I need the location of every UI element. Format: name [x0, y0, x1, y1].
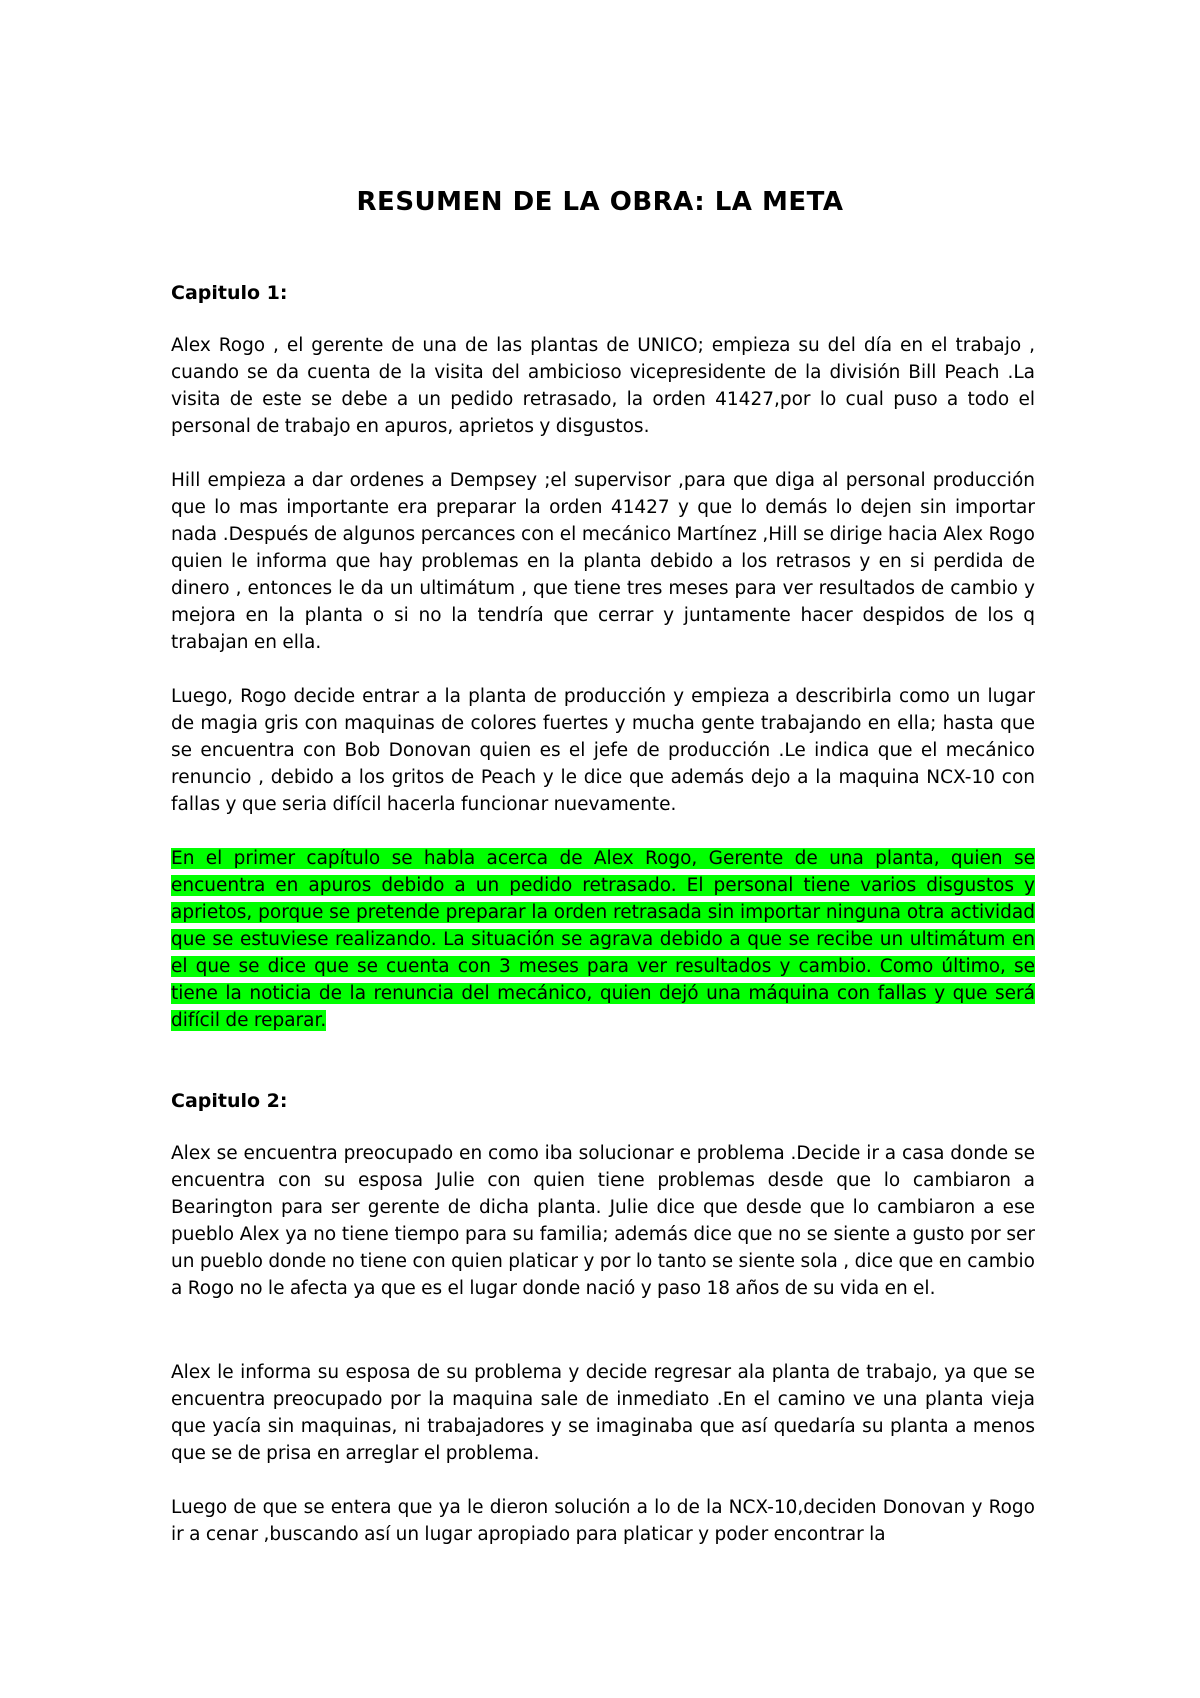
chapter-2-paragraph-3: Luego de que se entera que ya le dieron solución a lo de la NCX-10,deciden Donovan y Rogo ir a cenar ,buscando así un lugar apropiado para platicar y poder encontrar la — [171, 1497, 1035, 1545]
chapter-2-heading: Capitulo 2: — [171, 1090, 288, 1112]
chapter-2-paragraph-1: Alex se encuentra preocupado en como iba solucionar e problema .Decide ir a casa donde se encuentra con su esposa Julie con quien tiene problemas desde que lo cambiaron a Bearington para ser gerente de dicha planta. Julie dice que desde que lo cambiaron a ese pueblo Alex ya no tiene tiempo para su familia; además dice que no se siente a gusto por ser un pueblo donde no tiene con quien platicar y por lo tanto se siente sola , dice que en cambio a Rogo no le afecta ya que es el lugar donde nació y paso 18 años de su vida en el. — [171, 1143, 1035, 1299]
summary-highlight: En el primer capítulo se habla acerca de Alex Rogo, Gerente de una planta, quien se encuentra en apuros debido a un pedido retrasado. El personal tiene varios disgustos y aprietos, porque se pretende preparar la orden retrasada sin importar ninguna otra actividad que se estuviese realizando. La situación se agrava debido a que se recibe un ultimátum en el que se dice que se cuenta con 3 meses para ver resultados y cambio. Como último, se tiene la noticia de la renuncia del mecánico, quien dejó una máquina con fallas y que será difícil de reparar. — [171, 848, 1035, 1031]
chapter-1-paragraph-3: Luego, Rogo decide entrar a la planta de producción y empieza a describirla como un lugar de magia gris con maquinas de colores fuertes y mucha gente trabajando en ella; hasta que se encuentra con Bob Donovan quien es el jefe de producción .Le indica que el mecánico renuncio , debido a los gritos de Peach y le dice que además dejo a la maquina NCX-10 con fallas y que seria difícil hacerla funcionar nuevamente. — [171, 686, 1035, 815]
chapter-1-paragraph-2: Hill empieza a dar ordenes a Dempsey ;el supervisor ,para que diga al personal producción que lo mas importante era preparar la orden 41427 y que lo demás lo dejen sin importar nada .Después de algunos percances con el mecánico Martínez ,Hill se dirige hacia Alex Rogo quien le informa que hay problemas en la planta debido a los retrasos y en si perdida de dinero , entonces le da un ultimátum , que tiene tres meses para ver resultados de cambio y mejora en la planta o si no la tendría que cerrar y juntamente hacer despidos de los q trabajan en ella. — [171, 470, 1035, 653]
chapter-1-heading: Capitulo 1: — [171, 282, 288, 304]
document-title: RESUMEN DE LA OBRA: LA META — [356, 187, 844, 217]
chapter-2-paragraph-2: Alex le informa su esposa de su problema y decide regresar ala planta de trabajo, ya que se encuentra preocupado por la maquina sale de inmediato .En el camino ve una planta vieja que yacía sin maquinas, ni trabajadores y se imaginaba que así quedaría su planta a menos que se de prisa en arreglar el problema. — [171, 1362, 1035, 1464]
chapter-1-paragraph-1: Alex Rogo , el gerente de una de las plantas de UNICO; empieza su del día en el trabajo , cuando se da cuenta de la visita del ambicioso vicepresidente de la división Bill Peach .La visita de este se debe a un pedido retrasado, la orden 41427,por lo cual puso a todo el personal de trabajo en apuros, aprietos y disgustos. — [171, 335, 1035, 437]
chapter-1-summary-paragraph — [171, 845, 1035, 1034]
